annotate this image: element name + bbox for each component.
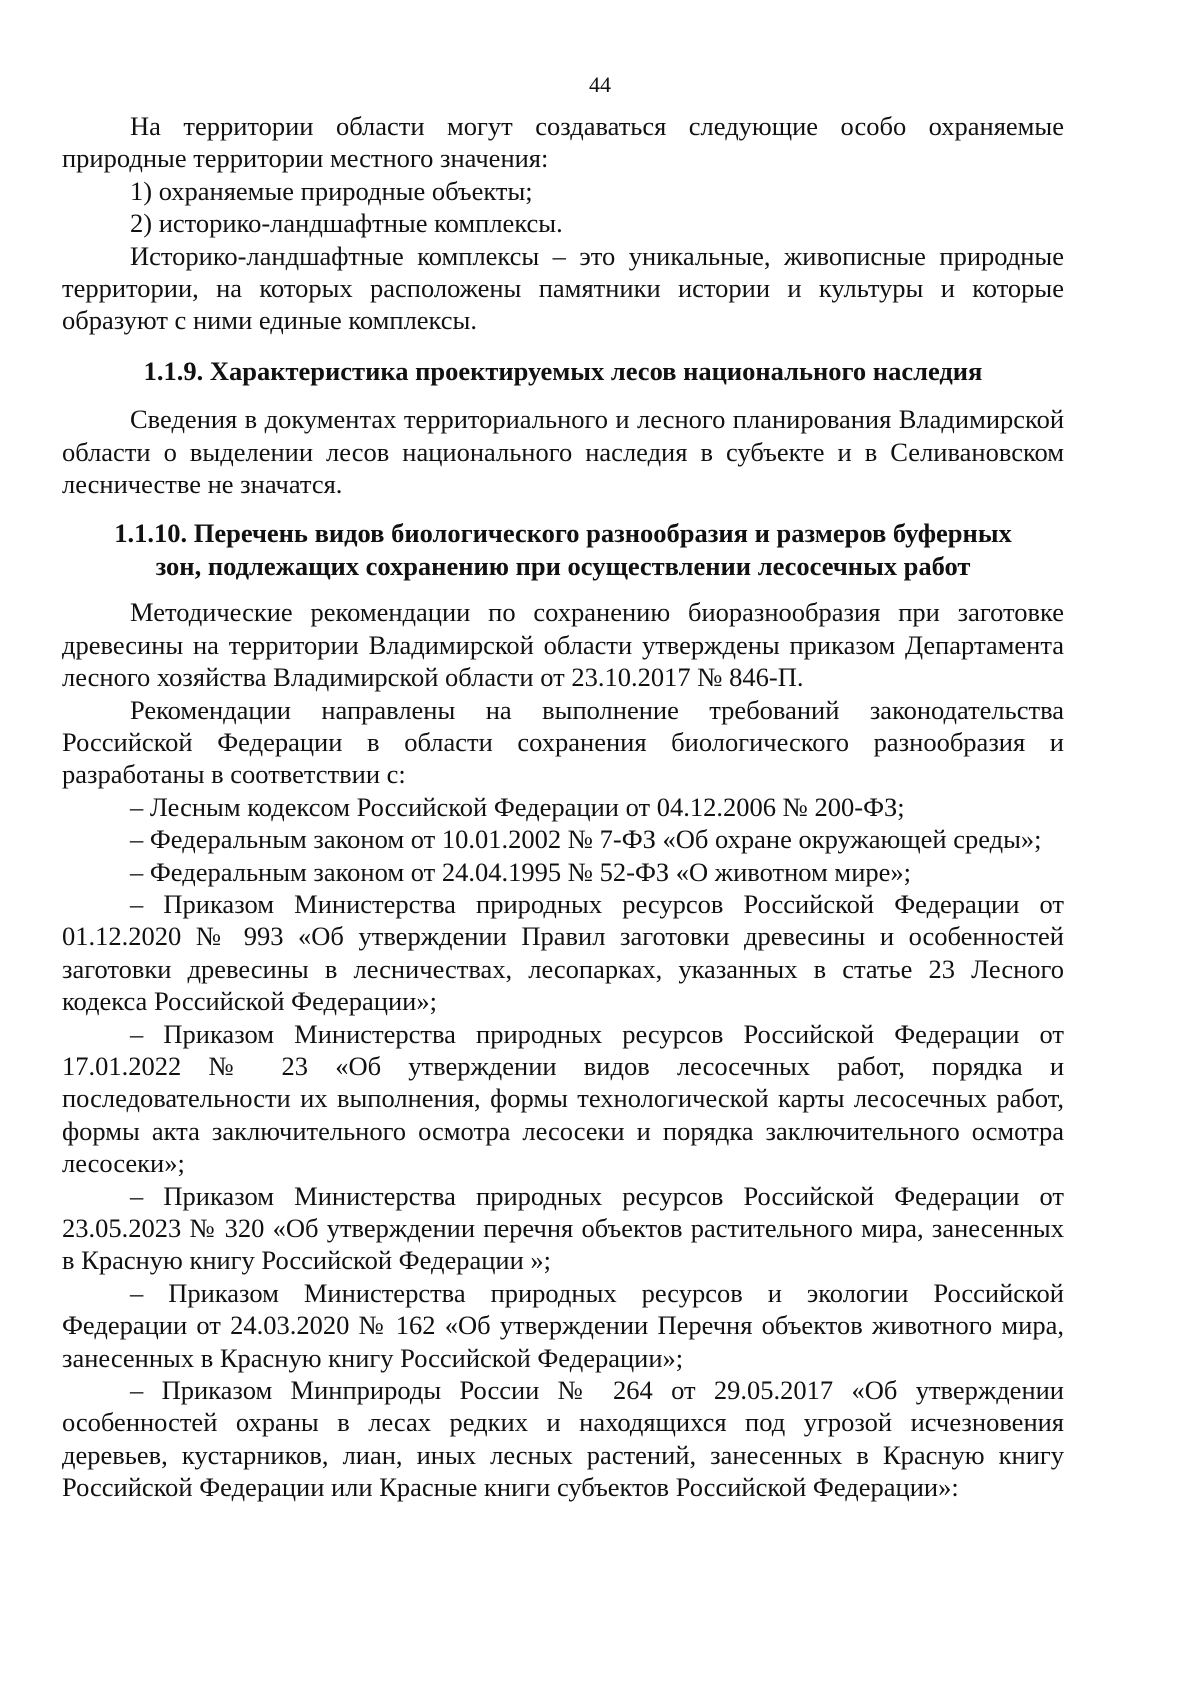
law-list-item: – Приказом Минприроды России № 264 от 29.05.2017 «Об утверждении особенностей охраны в лесах редких и находящихся под угрозой исчезновения деревьев, кустарников, лиан, иных лесных растений, занесенных в Красную книгу Российской Федерации или Красные книги субъектов Российской Федерации»: xyxy=(62,1375,1064,1503)
law-list-item: – Приказом Министерства природных ресурсов и экологии Российской Федерации от 24.03.2020 № 162 «Об утверждении Перечня объектов животного мира, занесенных в Красную книгу Российской Федерации»; xyxy=(62,1277,1064,1373)
section-heading-1-1-10 xyxy=(62,517,1064,582)
heading-line: зон, подлежащих сохранению при осуществлении лесосечных работ xyxy=(155,550,971,581)
list-item: 1) охраняемые природные объекты; xyxy=(130,175,533,206)
intro-paragraph: На территории области могут создаваться следующие особо охраняемые природные территории местного значения: xyxy=(62,111,1064,174)
law-list-item: – Приказом Министерства природных ресурсов Российской Федерации от 01.12.2020 № 993 «Об утверждении Правил заготовки древесины и особенностей заготовки древесины в лесничествах, лесопарках, указанных в статье 23 Лесного кодекса Российской Федерации»; xyxy=(62,888,1064,1017)
section-heading-1-1-9: 1.1.9. Характеристика проектируемых лесов национального наследия xyxy=(143,355,983,386)
law-list-item: – Федеральным законом от 24.04.1995 № 52-ФЗ «О животном мире»; xyxy=(130,856,911,887)
law-list-item: – Лесным кодексом Российской Федерации от 04.12.2006 № 200-ФЗ; xyxy=(130,791,905,822)
law-list-item: – Федеральным законом от 10.01.2002 № 7-ФЗ «Об охране окружающей среды»; xyxy=(130,824,1042,855)
section-paragraph: Сведения в документах территориального и лесного планирования Владимирской области о выделении лесов национального наследия в субъекте и в Селивановском лесничестве не значатся. xyxy=(62,404,1064,500)
section-paragraph: Рекомендации направлены на выполнение требований законодательства Российской Федерации в области сохранения биологического разнообразия и разработаны в соответствии с: xyxy=(62,694,1064,790)
law-list-item: – Приказом Министерства природных ресурсов Российской Федерации от 17.01.2022 № 23 «Об утверждении видов лесосечных работ, порядка и последовательности их выполнения, формы технологической карты лесосечных работ, формы акта заключительного осмотра лесосеки и порядка заключительного осмотра лесосеки»; xyxy=(62,1018,1064,1179)
section-paragraph: Методические рекомендации по сохранению биоразнообразия при заготовке древесины на территории Владимирской области утверждены приказом Департамента лесного хозяйства Владимирской области от 23.10.2017 № 846-П. xyxy=(62,597,1064,693)
heading-line: 1.1.10. Перечень видов биологического разнообразия и размеров буферных xyxy=(114,518,1012,549)
page-content xyxy=(62,110,1064,1504)
intro-paragraph: Историко-ландшафтные комплексы – это уникальные, живописные природные территории, на которых расположены памятники истории и культуры и которые образуют с ними единые комплексы. xyxy=(62,240,1064,336)
list-item: 2) историко-ландшафтные комплексы. xyxy=(130,208,563,239)
law-list-item: – Приказом Министерства природных ресурсов Российской Федерации от 23.05.2023 № 320 «Об утверждении перечня объектов растительного мира, занесенных в Красную книгу Российской Федерации »; xyxy=(62,1180,1064,1276)
page-number: 44 xyxy=(589,72,611,97)
